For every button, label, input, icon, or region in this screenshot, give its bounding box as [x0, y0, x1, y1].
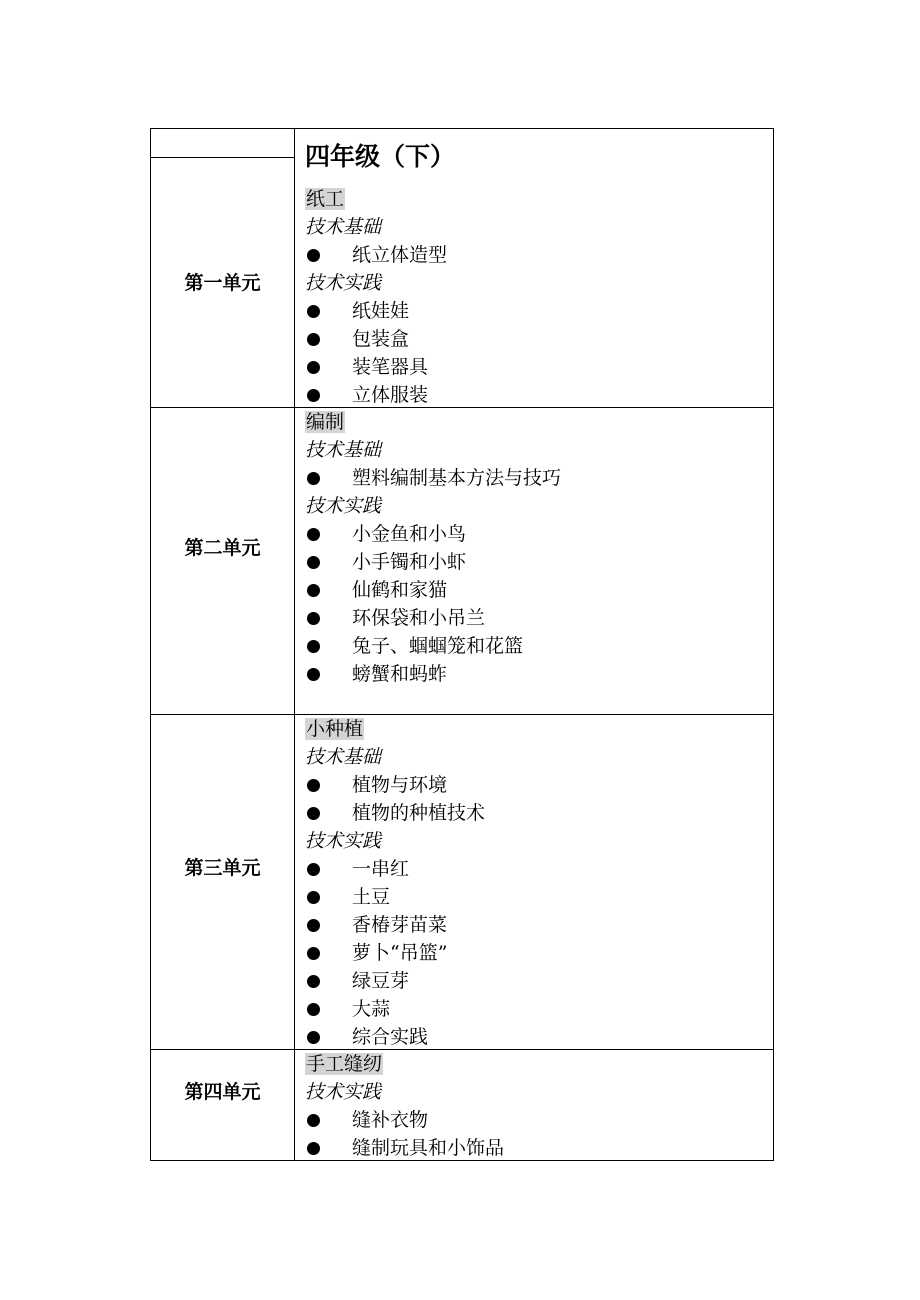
list-item: 植物与环境	[305, 771, 765, 799]
section-heading: 技术基础	[305, 216, 382, 238]
bullet-icon	[307, 891, 320, 904]
bullet-icon	[307, 1003, 320, 1016]
grade-title: 四年级（下）	[305, 142, 456, 171]
list-item: 小手镯和小虾	[305, 548, 765, 576]
bullet-icon	[307, 528, 320, 541]
list-item: 环保袋和小吊兰	[305, 604, 765, 632]
list-item: 香椿芽苗菜	[305, 911, 765, 939]
list-item: 塑料编制基本方法与技巧	[305, 464, 765, 492]
list-item: 植物的种植技术	[305, 799, 765, 827]
list-item: 萝卜“吊篮”	[305, 939, 765, 967]
list-item: 纸立体造型	[305, 241, 765, 269]
bullet-icon	[307, 305, 320, 318]
bullet-icon	[307, 779, 320, 792]
list-item: 小金鱼和小鸟	[305, 520, 765, 548]
bullet-icon	[307, 863, 320, 876]
list-item: 一串红	[305, 855, 765, 883]
bullet-icon	[307, 389, 320, 402]
bullet-icon	[307, 807, 320, 820]
category-title: 小种植	[306, 718, 364, 740]
unit-content	[305, 185, 765, 409]
bullet-icon	[307, 975, 320, 988]
list-item: 兔子、蝈蝈笼和花篮	[305, 632, 765, 660]
bullet-icon	[307, 333, 320, 346]
bullet-icon	[307, 1114, 320, 1127]
list-item: 螃蟹和蚂蚱	[305, 660, 765, 688]
bullet-icon	[307, 361, 320, 374]
unit-label: 第二单元	[184, 537, 261, 559]
bullet-icon	[307, 919, 320, 932]
list-item: 综合实践	[305, 1023, 765, 1051]
bullet-icon	[307, 1142, 320, 1155]
header-row-divider	[151, 157, 294, 158]
section-heading: 技术基础	[305, 746, 382, 768]
unit-label: 第三单元	[184, 857, 261, 879]
list-item: 纸娃娃	[305, 297, 765, 325]
section-heading: 技术实践	[305, 1081, 382, 1103]
section-heading: 技术实践	[305, 830, 382, 852]
list-item: 立体服装	[305, 381, 765, 409]
column-divider	[294, 128, 295, 1161]
list-item: 装笔器具	[305, 353, 765, 381]
unit-content	[305, 408, 765, 688]
category-title: 纸工	[306, 188, 345, 210]
unit-content	[305, 1050, 765, 1162]
category-title: 手工缝纫	[306, 1053, 383, 1075]
list-item: 大蒜	[305, 995, 765, 1023]
list-item: 仙鹤和家猫	[305, 576, 765, 604]
list-item: 绿豆芽	[305, 967, 765, 995]
section-heading: 技术基础	[305, 439, 382, 461]
bullet-icon	[307, 612, 320, 625]
bullet-icon	[307, 584, 320, 597]
section-heading: 技术实践	[305, 495, 382, 517]
bullet-icon	[307, 640, 320, 653]
unit-label: 第一单元	[184, 272, 261, 294]
bullet-icon	[307, 1031, 320, 1044]
list-item: 缝制玩具和小饰品	[305, 1134, 765, 1162]
list-item: 包装盒	[305, 325, 765, 353]
section-heading: 技术实践	[305, 272, 382, 294]
list-item: 土豆	[305, 883, 765, 911]
category-title: 编制	[306, 411, 345, 433]
bullet-icon	[307, 668, 320, 681]
bullet-icon	[307, 947, 320, 960]
bullet-icon	[307, 472, 320, 485]
bullet-icon	[307, 556, 320, 569]
bullet-icon	[307, 249, 320, 262]
unit-label: 第四单元	[184, 1081, 261, 1103]
list-item: 缝补衣物	[305, 1106, 765, 1134]
unit-content	[305, 715, 765, 1051]
